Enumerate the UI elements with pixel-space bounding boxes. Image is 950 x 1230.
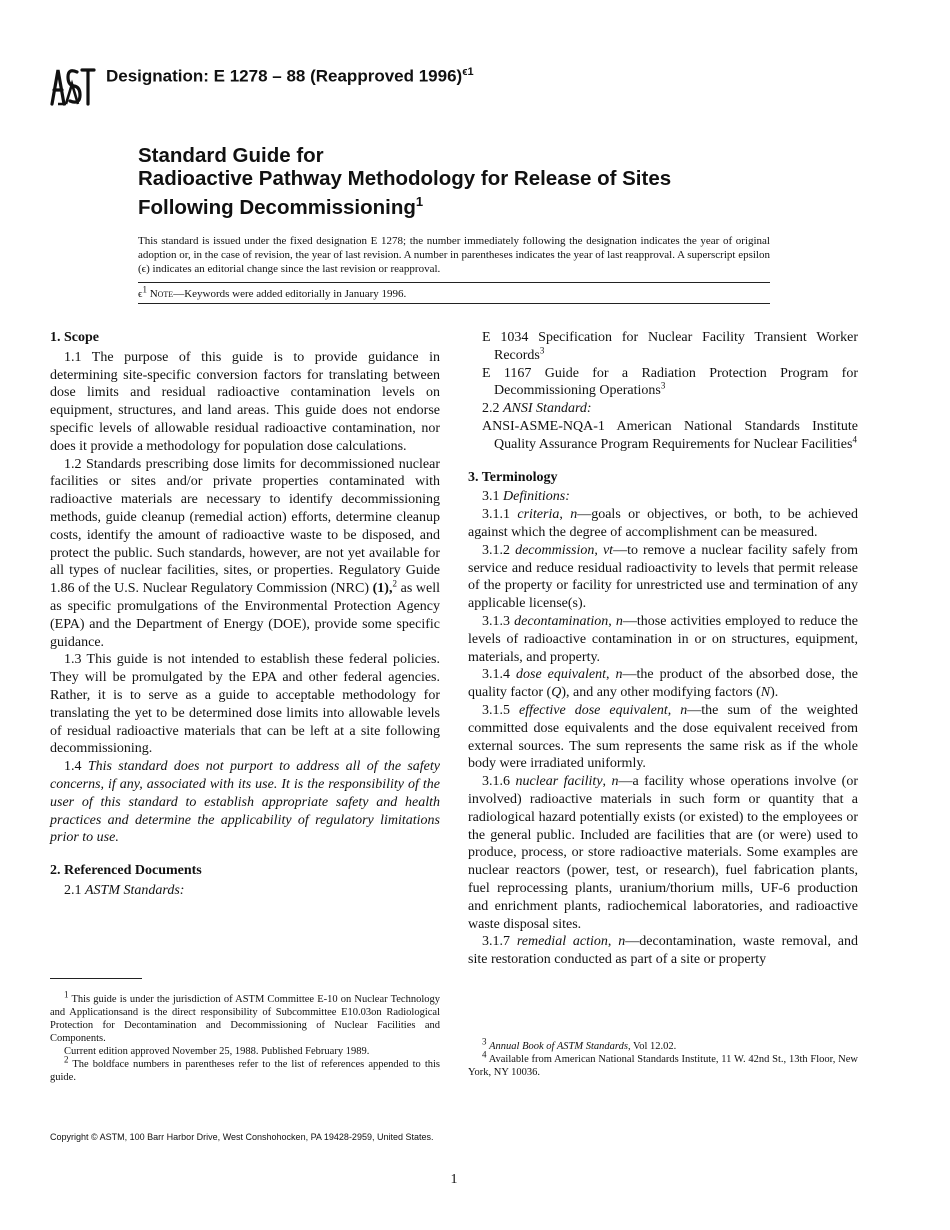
paragraph-1-2: 1.2 Standards prescribing dose limits for decommissioned nuclear facilities or sites and/or private properties contaminated with radioactive materials are necessary to identify decommissioning methods, guide cleanup (remedial action) efforts, determine cleanup costs, identify the amount of radioactive waste to be disposed, and protect the public. Such standards, however, are not yet available for all types of nuclear facilities, sites, or properties. Regulatory Guide 1.86 of the U.S. Nuclear Regulatory Commission (NRC) (1),$^2$ as well as specific promulgations of the Environmental Protection Agency (EPA) and the Department of Energy (DOE), provide some specific guidance. [50, 456, 440, 650]
section-heading-scope: 1. Scope [50, 330, 99, 345]
left-column [50, 329, 440, 900]
paragraph-3-1: 3.1 Definitions: [482, 489, 570, 505]
footnote-4: 4 Available from American National Standards Institute, 11 W. 42nd St., 13th Floor, New York, NY 10036. [468, 1049, 858, 1078]
definition-3-1-4: 3.1.4 dose equivalent, n—the product of the absorbed dose, the quality factor (Q), and any other modifying factors (N). [468, 667, 858, 701]
definition-3-1-1: 3.1.1 criteria, n—goals or objectives, or both, to be achieved against which the degree of accomplishment can be measured. [468, 507, 859, 540]
divider-top [138, 282, 770, 283]
paragraph-1-3: 1.3 This guide is not intended to establish these federal policies. They will be promulgated by the EPA and other federal agencies. Rather, it is to serve as a guide to acceptable methodology for translating the yet to be determined dose limits into allowable levels of residual radioactive materials that can be left at a site following decommissioning. [50, 652, 440, 757]
document-title [138, 144, 778, 219]
copyright: Copyright © ASTM, 100 Barr Harbor Drive, West Conshohocken, PA 19428-2959, United States. [50, 1132, 434, 1142]
astm-logo-icon [48, 64, 96, 108]
designation-epsilon: ϵ1 [462, 66, 474, 78]
paragraph-2-2: 2.2 ANSI Standard: [482, 401, 592, 417]
section-heading-terminology: 3. Terminology [468, 469, 558, 485]
title-line-2: Radioactive Pathway Methodology for Release of Sites [138, 167, 672, 190]
paragraph-1-4: 1.4 This standard does not purport to address all of the safety concerns, if any, associated with its use. It is the responsibility of the user of this standard to establish appropriate safety and health practices and determine the applicability of regulatory limitations prior to use. [50, 759, 440, 846]
footnotes-right [468, 1036, 858, 1079]
paragraph-1-1: 1.1 The purpose of this guide is to provide guidance in determining site-specific conversion factors for translating between dose limits and residual radioactive contamination levels on equipment, structures, and land areas. This guide does not endorse specific levels of allowable residual radioactive contamination, nor does it provide a methodology for population dose calculations. [50, 349, 440, 454]
reference-e1034: E 1034 Specification for Nuclear Facility Transient Worker Records$^3$ [482, 330, 858, 363]
footnote-3: 3 Annual Book of ASTM Standards, Vol 12.02. [482, 1036, 677, 1052]
footnote-1-edition: Current edition approved November 25, 1988. Published February 1989. [64, 1046, 370, 1057]
footnote-2: 2 The boldface numbers in parentheses refer to the list of references appended to this guide. [50, 1054, 440, 1083]
issue-note: This standard is issued under the fixed designation E 1278; the number immediately following the designation indicates the year of original adoption or, in the case of revision, the year of last revision. A number in parentheses indicates the year of last reapproval. A superscript epsilon (ϵ) indicates an editorial change since the last revision or reapproval. [138, 235, 770, 275]
designation: Designation: E 1278 – 88 (Reapproved 1996)$^{\epsilon 1}$ [106, 66, 474, 86]
reference-e1167: E 1167 Guide for a Radiation Protection Program for Decommissioning Operations$^3$ [482, 365, 858, 399]
footnote-rule [50, 978, 142, 979]
definition-3-1-5: 3.1.5 effective dose equivalent, n—the sum of the weighted committed dose equivalents and the dose equivalent received from external sources. The sum represents the same risk as if the whole body were irradiated uniformly. [468, 702, 859, 772]
title-line-1: Standard Guide for [138, 144, 324, 167]
section-heading-referenced-documents: 2. Referenced Documents [50, 863, 202, 879]
right-column [468, 329, 858, 969]
definition-3-1-6: 3.1.6 nuclear facility, n—a facility whose operations involve (or involved) radioactive materials in such form or quantity that a radiological hazard potentially exists (or existed) to the employees or the general public. Included are facilities that are (or were) used to produce, process, or store radioactive materials. Some examples are nuclear reactors (power, test, or research), fuel fabrication plants, fuel reprocessing plants, uranium/thorium mills, UF-6 production and enrichment plants, radiochemical laboratories, and radioactive waste disposal sites. [468, 774, 858, 932]
definition-3-1-2: 3.1.2 decommission, vt—to remove a nuclear facility safely from service and reduce residual radioactivity to levels that permit release of the property or facility for unrestricted use and termination of any applicable license(s). [468, 542, 858, 612]
definition-3-1-3: 3.1.3 decontamination, n—those activities employed to reduce the levels of radioactive contamination in or on structures, equipment, materials, and property. [468, 613, 859, 665]
definition-3-1-7: 3.1.7 remedial action, n—decontamination, waste removal, and site restoration conducted as part of a site or property [468, 934, 859, 968]
page-number: 1 [450, 1172, 458, 1187]
paragraph-2-1: 2.1 ASTM Standards: [64, 882, 185, 898]
title-line-3: Following Decommissioning$^1$ [138, 194, 424, 219]
footnote-1: 1 This guide is under the jurisdiction of ASTM Committee E-10 on Nuclear Technology and Applicationsand is the direct responsibility of Subcommittee E10.03on Radiological Protection for Decontamination and Decommissioning of Nuclear Facilities and Components. [50, 989, 440, 1044]
editorial-note: $\epsilon^1$ Note—Keywords were added editorially in January 1996. [138, 284, 407, 300]
footnotes-left [50, 978, 440, 1084]
reference-nqa-1: ANSI-ASME-NQA-1 American National Standards Institute Quality Assurance Program Requirements for Nuclear Facilities$^4$ [482, 418, 858, 452]
divider-bottom [138, 303, 770, 304]
